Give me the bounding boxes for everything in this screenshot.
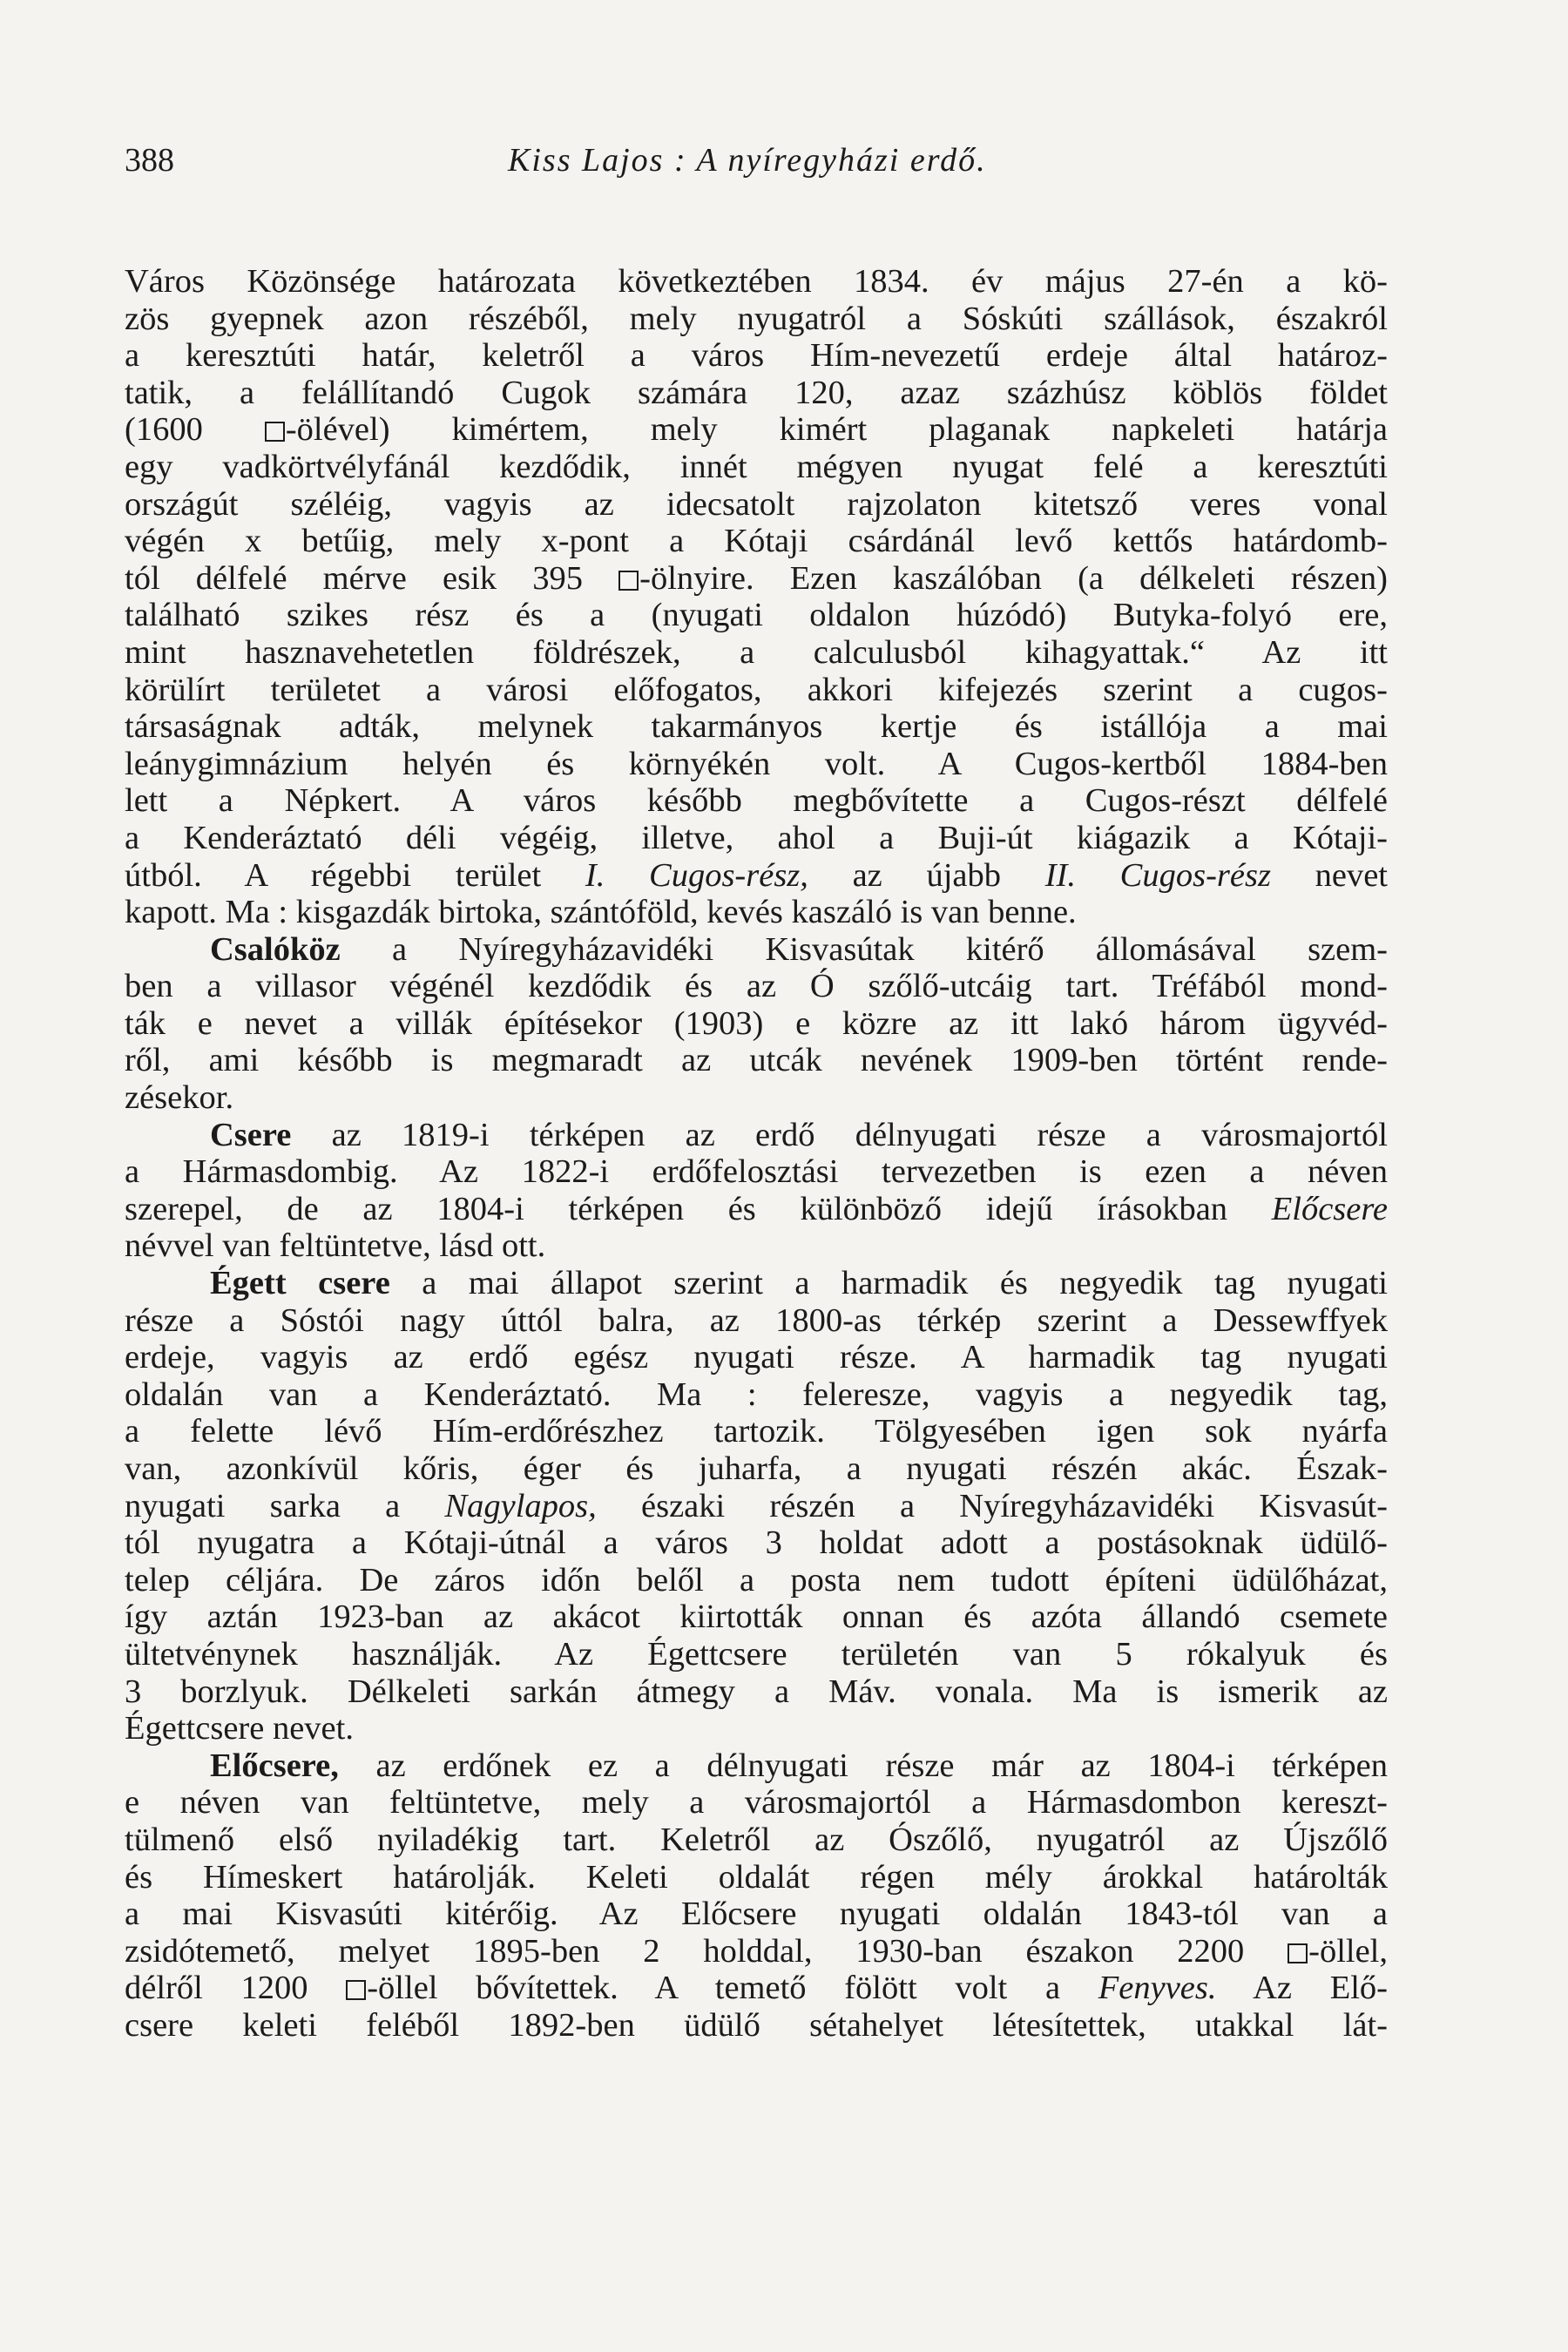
running-title: Kiss Lajos : A nyíregyházi erdő. xyxy=(508,142,987,179)
text-line: van, azonkívül kőris, éger és juharfa, a nyugati részén akác. Észak- xyxy=(125,1450,1388,1487)
text-line: Égettcsere nevet. xyxy=(125,1710,354,1747)
square-symbol xyxy=(618,571,639,591)
text-line: ültetvénynek használják. Az Égettcsere területén van 5 rókalyuk és xyxy=(125,1635,1388,1673)
text-line: társaságnak adták, melynek takarmányos kertje és istállója a mai xyxy=(125,708,1388,746)
text-line: ben a villasor végénél kezdődik és az Ó szőlő-utcáig tart. Tréfából mond- xyxy=(125,968,1388,1005)
text-line: zös gyepnek azon részéből, mely nyugatról a Sóskúti szállások, északról xyxy=(125,300,1388,337)
text-line: a mai Kisvasúti kitérőig. Az Előcsere nyugati oldalán 1843-tól van a xyxy=(125,1896,1388,1933)
text-line: országút széléig, vagyis az idecsatolt rajzolaton kitetsző veres vonal xyxy=(125,485,1388,523)
text-line: ről, ami később is megmaradt az utcák nevének 1909-ben történt rende- xyxy=(125,1042,1388,1079)
text-line: útból. A régebbi terület I. Cugos-rész, az újabb II. Cugos-rész nevet xyxy=(125,856,1389,894)
text-line: és Hímeskert határolják. Keleti oldalát régen mély árokkal határolták xyxy=(125,1858,1388,1896)
text-line: ták e nevet a villák építésekor (1903) e közre az itt lakó három ügyvéd- xyxy=(125,1004,1388,1042)
square-symbol xyxy=(1288,1943,1308,1963)
text-line: körülírt területet a városi előfogatos, akkori kifejezés szerint a cugos- xyxy=(125,671,1388,708)
text-line: e néven van feltüntetve, mely a városmajortól a Hármasdombon kereszt- xyxy=(125,1784,1388,1821)
text-line: tatik, a felállítandó Cugok számára 120, azaz százhúsz köblös földet xyxy=(125,374,1388,411)
text-line: tól nyugatra a Kótaji-útnál a város 3 holdat adott a postásoknak üdülő- xyxy=(125,1524,1388,1562)
page-header xyxy=(125,141,1388,185)
entry-term: Előcsere, xyxy=(210,1747,339,1784)
text-line: a Hármasdombig. Az 1822-i erdőfelosztási tervezetben is ezen a néven xyxy=(125,1153,1388,1191)
text-line: (1600 -ölével) kimértem, mely kimért plaganak napkeleti határja xyxy=(125,411,1388,449)
text-line: telep céljára. De záros időn belől a posta nem tudott építeni üdülőházat, xyxy=(125,1561,1388,1598)
text-line: csere keleti feléből 1892-ben üdülő sétahelyet létesítettek, utakkal lát- xyxy=(125,2006,1388,2044)
entry-elocsere: Előcsere, az erdőnek ez a délnyugati része már az 1804-i térképen xyxy=(210,1747,1388,1784)
text-line: zésekor. xyxy=(125,1079,234,1117)
text-line: így aztán 1923-ban az akácot kiirtották onnan és azóta állandó csemete xyxy=(125,1598,1388,1636)
text-line: Város Közönsége határozata következtében 1834. év május 27-én a kö- xyxy=(125,263,1388,300)
text-line: része a Sóstói nagy úttól balra, az 1800-as térkép szerint a Dessewffyek xyxy=(125,1301,1388,1339)
entry-csere: Csere az 1819-i térképen az erdő délnyugati része a városmajortól xyxy=(210,1116,1388,1153)
text-line: névvel van feltüntetve, lásd ott. xyxy=(125,1227,546,1265)
text-line: nyugati sarka a Nagylapos, északi részén a Nyíregyházavidéki Kisvasút- xyxy=(125,1487,1388,1524)
text-line: lett a Népkert. A város később megbővítette a Cugos-részt délfelé xyxy=(125,782,1388,820)
text-line: leánygimnázium helyén és környékén volt. A Cugos-kertből 1884-ben xyxy=(125,745,1388,782)
text-line: a keresztúti határ, keletről a város Hím-nevezetű erdeje által határoz- xyxy=(125,337,1388,375)
text-line: erdeje, vagyis az erdő egész nyugati része. A harmadik tag nyugati xyxy=(125,1339,1388,1376)
text-line: mint hasznavehetetlen földrészek, a calculusból kihagyattak.“ Az itt xyxy=(125,633,1388,671)
text-line: található szikes rész és a (nyugati oldalon húzódó) Butyka-folyó ere, xyxy=(125,597,1388,634)
page-body xyxy=(125,263,1388,2044)
text-line: tülmenő első nyiladékig tart. Keletről az Ószőlő, nyugatról az Újszőlő xyxy=(125,1821,1388,1858)
entry-term: Csalóköz xyxy=(210,930,341,968)
square-symbol xyxy=(265,422,285,442)
entry-term: Égett csere xyxy=(210,1265,390,1302)
text-line: egy vadkörtvélyfánál kezdődik, innét mégyen nyugat felé a keresztúti xyxy=(125,448,1388,485)
text-line: oldalán van a Kenderáztató. Ma : feleresze, vagyis a negyedik tag, xyxy=(125,1375,1388,1413)
text-line: szerepel, de az 1804-i térképen és különböző idejű írásokban Előcsere xyxy=(125,1190,1388,1227)
text-line: a felette lévő Hím-erdőrészhez tartozik. Tölgyesében igen sok nyárfa xyxy=(125,1413,1388,1450)
text-line: a Kenderáztató déli végéig, illetve, ahol a Buji-út kiágazik a Kótaji- xyxy=(125,819,1388,856)
text-line: délről 1200 -öllel bővítettek. A temető fölött volt a Fenyves. Az Elő- xyxy=(125,1970,1388,2007)
text-line: 3 borzlyuk. Délkeleti sarkán átmegy a Máv. vonala. Ma is ismerik az xyxy=(125,1673,1388,1710)
square-symbol xyxy=(346,1980,366,2000)
entry-egett-csere: Égett csere a mai állapot szerint a harmadik és negyedik tag nyugati xyxy=(210,1265,1388,1302)
page-number: 388 xyxy=(125,142,174,179)
text-line: zsidótemető, melyet 1895-ben 2 holddal, 1930-ban északon 2200 -öllel, xyxy=(125,1932,1388,1970)
text-line: végén x betűig, mely x-pont a Kótaji csárdánál levő kettős határdomb- xyxy=(125,523,1388,560)
entry-term: Csere xyxy=(210,1116,292,1153)
text-line: tól délfelé mérve esik 395 -ölnyire. Ezen kaszálóban (a délkeleti részen) xyxy=(125,559,1388,597)
text-line: kapott. Ma : kisgazdák birtoka, szántóföld, kevés kaszáló is van benne. xyxy=(125,894,1077,931)
entry-csalokoz: Csalóköz a Nyíregyházavidéki Kisvasútak kitérő állomásával szem- xyxy=(210,930,1388,968)
